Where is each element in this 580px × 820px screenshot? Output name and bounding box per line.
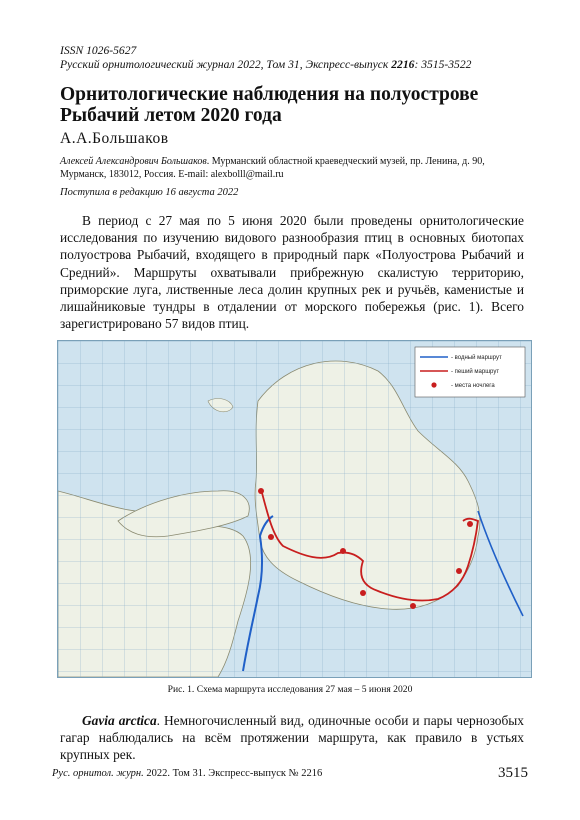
page-footer: Рус. орнитол. журн. 2022. Том 31. Экспресс-выпуск № 2216 [52,768,323,779]
camp-site-marker [456,568,462,574]
camp-site-marker [268,534,274,540]
legend-foot-route: - пеший маршрут [451,369,500,375]
issn: ISSN 1026-5627 [60,44,137,57]
camp-site-marker [467,521,473,527]
camp-site-marker [258,488,264,494]
author-fullname: Алексей Александрович Большаков [60,156,207,167]
journal-citation: Русский орнитологический журнал 2022, Том 31, Экспресс-выпуск 2216: 3515-3522 [60,58,472,71]
camp-site-marker [360,590,366,596]
journal-abbrev: Рус. орнитол. журн. [52,768,144,779]
legend-camp-sites: - места ночлега [451,383,495,389]
issue-number: 2216 [391,58,415,71]
abstract: В период с 27 мая по 5 июня 2020 были проведены орнитологические исследования по изучению видового разнообразия птиц в основных биотопах полуострова Рыбачий, входящего в природный парк «Полуострова Рыбачий и Средний». Маршруты охватывали прибрежную скалистую территорию, приморские луга, лиственные леса долин крупных рек и ручьёв, каменистые и лишайниковые тундры в отдалении от морского побережья (рис. 1). Всего зарегистрировано 57 видов птиц. [60,213,524,332]
camp-site-marker [410,603,416,609]
legend-water-route: - водный маршрут [451,355,502,361]
map-legend [415,347,525,397]
figure-caption: Рис. 1. Схема маршрута исследования 27 мая – 5 июня 2020 [167,684,413,695]
article-title: Орнитологические наблюдения на полуострове Рыбачий летом 2020 года [60,84,479,126]
author-affiliation: Алексей Александрович Большаков. Мурманский областной краеведческий музей, пр. Ленина, д. 90, Мурманск, 183012, Россия. E-mail: alexbolll@mail.ru [60,156,485,180]
route-map [58,341,531,677]
species-name: Gavia arctica [82,713,157,728]
author-name: А.А.Большаков [60,130,169,147]
camp-site-marker [340,548,346,554]
received-date: Поступила в редакцию 16 августа 2022 [60,187,239,198]
journal-header [60,44,471,72]
route-map-figure [57,340,532,678]
page-number: 3515 [498,765,528,781]
species-paragraph: Gavia arctica. Немногочисленный вид, одиночные особи и пары чернозобых гагар наблюдались на всём протяжении маршрута, как правило в устьях крупных рек. [60,713,524,762]
